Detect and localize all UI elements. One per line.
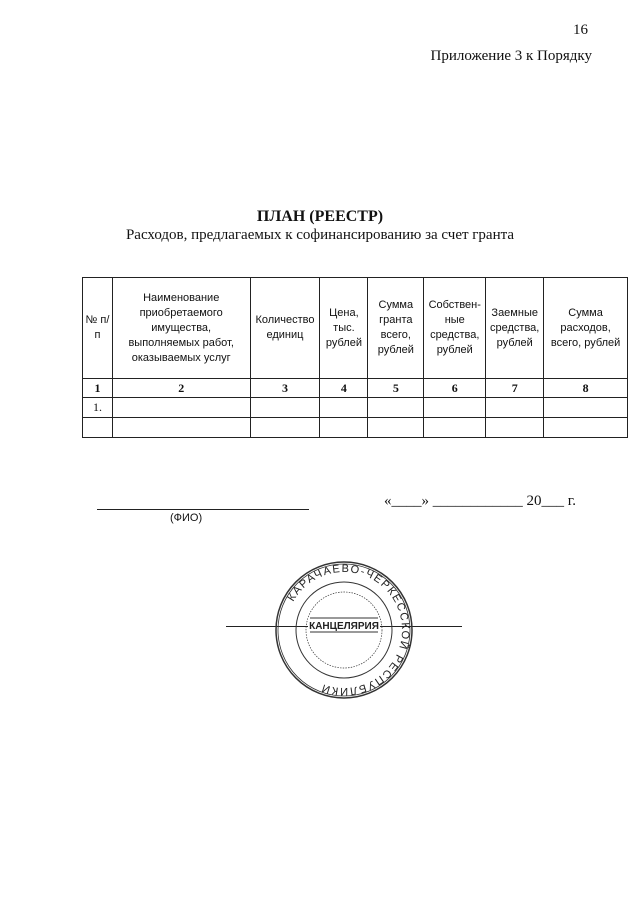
column-number: 2 — [112, 379, 250, 398]
table-cell: 1. — [83, 398, 113, 418]
column-number: 7 — [486, 379, 544, 398]
header-cell: Цена, тыс. рублей — [320, 278, 368, 379]
document-subtitle: Расходов, предлагаемых к софинансированию за счет гранта — [125, 227, 515, 243]
column-number: 4 — [320, 379, 368, 398]
header-cell: № п/п — [83, 278, 113, 379]
table-cell — [250, 418, 320, 438]
table-header-row — [83, 278, 628, 379]
header-cell: Собствен-ные средства, рублей — [424, 278, 486, 379]
column-number: 8 — [544, 379, 628, 398]
header-cell: Заемные средства, рублей — [486, 278, 544, 379]
plan-table — [82, 277, 628, 438]
appendix-label: Приложение 3 к Порядку — [430, 48, 592, 64]
fio-label: (ФИО) — [170, 512, 203, 524]
table-row — [83, 418, 628, 438]
stamp-outer-text: КАРАЧАЕВО-ЧЕРКЕССКОЙ РЕСПУБЛИКИ — [285, 562, 412, 698]
table-cell — [112, 398, 250, 418]
table-cell — [250, 398, 320, 418]
table-cell — [424, 398, 486, 418]
table-cell — [320, 418, 368, 438]
table-cell — [486, 398, 544, 418]
date-line: «____» ____________ 20___ г. — [384, 493, 576, 509]
column-number-row — [83, 379, 628, 398]
fio-signature-line — [97, 509, 309, 510]
table-cell — [320, 398, 368, 418]
column-number: 5 — [368, 379, 424, 398]
table-cell — [544, 398, 628, 418]
table-cell — [368, 398, 424, 418]
document-title: ПЛАН (РЕЕСТР) — [256, 208, 384, 225]
column-number: 1 — [83, 379, 113, 398]
table-cell — [368, 418, 424, 438]
column-number: 3 — [250, 379, 320, 398]
table-cell — [486, 418, 544, 438]
header-cell: Сумма гранта всего, рублей — [368, 278, 424, 379]
table-cell — [83, 418, 113, 438]
seal-stamp-icon — [274, 560, 414, 700]
table-cell — [424, 418, 486, 438]
table-cell — [112, 418, 250, 438]
header-cell: Наименование приобретаемого имущества, выполняемых работ, оказываемых услуг — [112, 278, 250, 379]
header-cell: Количество единиц — [250, 278, 320, 379]
header-cell: Сумма расходов, всего, рублей — [544, 278, 628, 379]
table-cell — [544, 418, 628, 438]
stamp-center-text: КАНЦЕЛЯРИЯ — [309, 621, 379, 632]
table-row — [83, 398, 628, 418]
page-number: 16 — [573, 22, 588, 38]
column-number: 6 — [424, 379, 486, 398]
